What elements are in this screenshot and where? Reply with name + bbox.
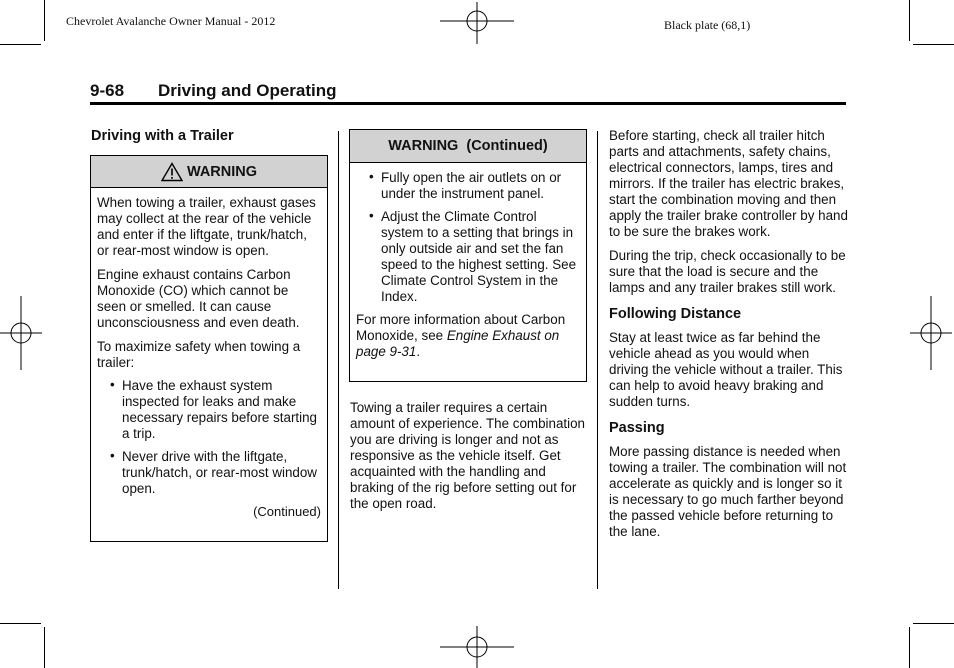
registration-mark-icon — [440, 2, 514, 44]
warning-box — [90, 155, 328, 542]
body-paragraph: Stay at least twice as far behind the vehicle ahead as you would when driving the vehicle without a trailer. This can help to avoid heavy braking and sudden turns. — [609, 330, 843, 409]
list-item: • Fully open the air outlets on or under the instrument panel. — [356, 170, 580, 202]
warning-triangle-icon — [161, 162, 183, 182]
crop-mark — [0, 44, 41, 45]
warning-bullet-list — [356, 170, 580, 305]
warning-header — [350, 130, 586, 163]
column-2 — [350, 400, 588, 520]
more-info-paragraph — [356, 312, 580, 360]
list-item: • Have the exhaust system inspected for leaks and make necessary repairs before starting a trip. — [97, 378, 321, 442]
heading-rule — [90, 102, 846, 105]
crop-mark — [44, 627, 45, 668]
manual-title: Chevrolet Avalanche Owner Manual - 2012 — [66, 14, 276, 28]
more-info-text: For more information about Carbon Monoxide, see — [356, 312, 566, 343]
warning-title: WARNING (Continued) — [388, 138, 548, 154]
body-paragraph: More passing distance is needed when towing a trailer. The combination will not accelerate as quickly and is longer so it is necessary to go much farther beyond the passed vehicle before returning to the lane. — [609, 444, 847, 539]
crop-mark — [913, 44, 954, 45]
warning-header — [91, 156, 327, 188]
body-paragraph: During the trip, check occasionally to be sure that the load is secure and the lamps and any trailer brakes still work. — [609, 248, 846, 295]
page-heading — [90, 81, 337, 101]
continued-label: (Continued) — [253, 504, 321, 519]
column-1 — [91, 128, 329, 152]
body-paragraph: Towing a trailer requires a certain amount of experience. The combination you are driving is longer and not as responsive as the vehicle itself. Get acquainted with the handling and braking of the rig before setting out for the open road. — [350, 400, 585, 511]
registration-mark-icon — [910, 296, 952, 370]
section-heading: Passing — [609, 420, 665, 436]
more-info-end: . — [416, 344, 421, 359]
warning-title: WARNING — [186, 163, 258, 180]
crop-mark — [909, 0, 910, 41]
warning-box-continued — [349, 129, 587, 382]
warning-bullet-list — [97, 378, 321, 497]
warning-paragraph: To maximize safety when towing a trailer: — [97, 339, 301, 370]
section-heading: Following Distance — [609, 306, 742, 322]
crop-mark — [913, 623, 954, 624]
warning-body — [350, 163, 586, 360]
column-3 — [609, 128, 849, 548]
crop-mark — [909, 627, 910, 668]
section-title: Driving and Operating — [158, 81, 337, 100]
plate-label: Black plate (68,1) — [664, 18, 751, 32]
list-item: • Adjust the Climate Control system to a setting that brings in only outside air and set the fan speed to the highest setting. See Climate Control System in the Index. — [356, 209, 580, 305]
list-item: • Never drive with the liftgate, trunk/hatch, or rear-most window open. — [97, 449, 321, 497]
body-paragraph: Before starting, check all trailer hitch parts and attachments, safety chains, electrical connectors, lamps, tires and mirrors. If the trailer has electric brakes, start the combination moving and then apply the trailer brake controller by hand to be sure the brakes work. — [609, 128, 848, 239]
warning-body — [91, 188, 327, 520]
cross-reference-link[interactable]: Engine Exhaust on page 9-31 — [356, 328, 560, 359]
registration-mark-icon — [0, 296, 42, 370]
crop-mark — [44, 0, 45, 41]
column-divider — [338, 131, 339, 589]
section-number: 9-68 — [90, 81, 125, 100]
registration-mark-icon — [440, 626, 514, 668]
warning-paragraph: Engine exhaust contains Carbon Monoxide (CO) which cannot be seen or smelled. It can cause unconsciousness and even death. — [97, 267, 300, 330]
warning-paragraph: When towing a trailer, exhaust gases may collect at the rear of the vehicle and enter if the liftgate, trunk/hatch, or rear-most window is open. — [97, 195, 316, 258]
section-heading: Driving with a Trailer — [91, 128, 234, 144]
crop-mark — [0, 623, 41, 624]
column-divider — [597, 131, 598, 589]
